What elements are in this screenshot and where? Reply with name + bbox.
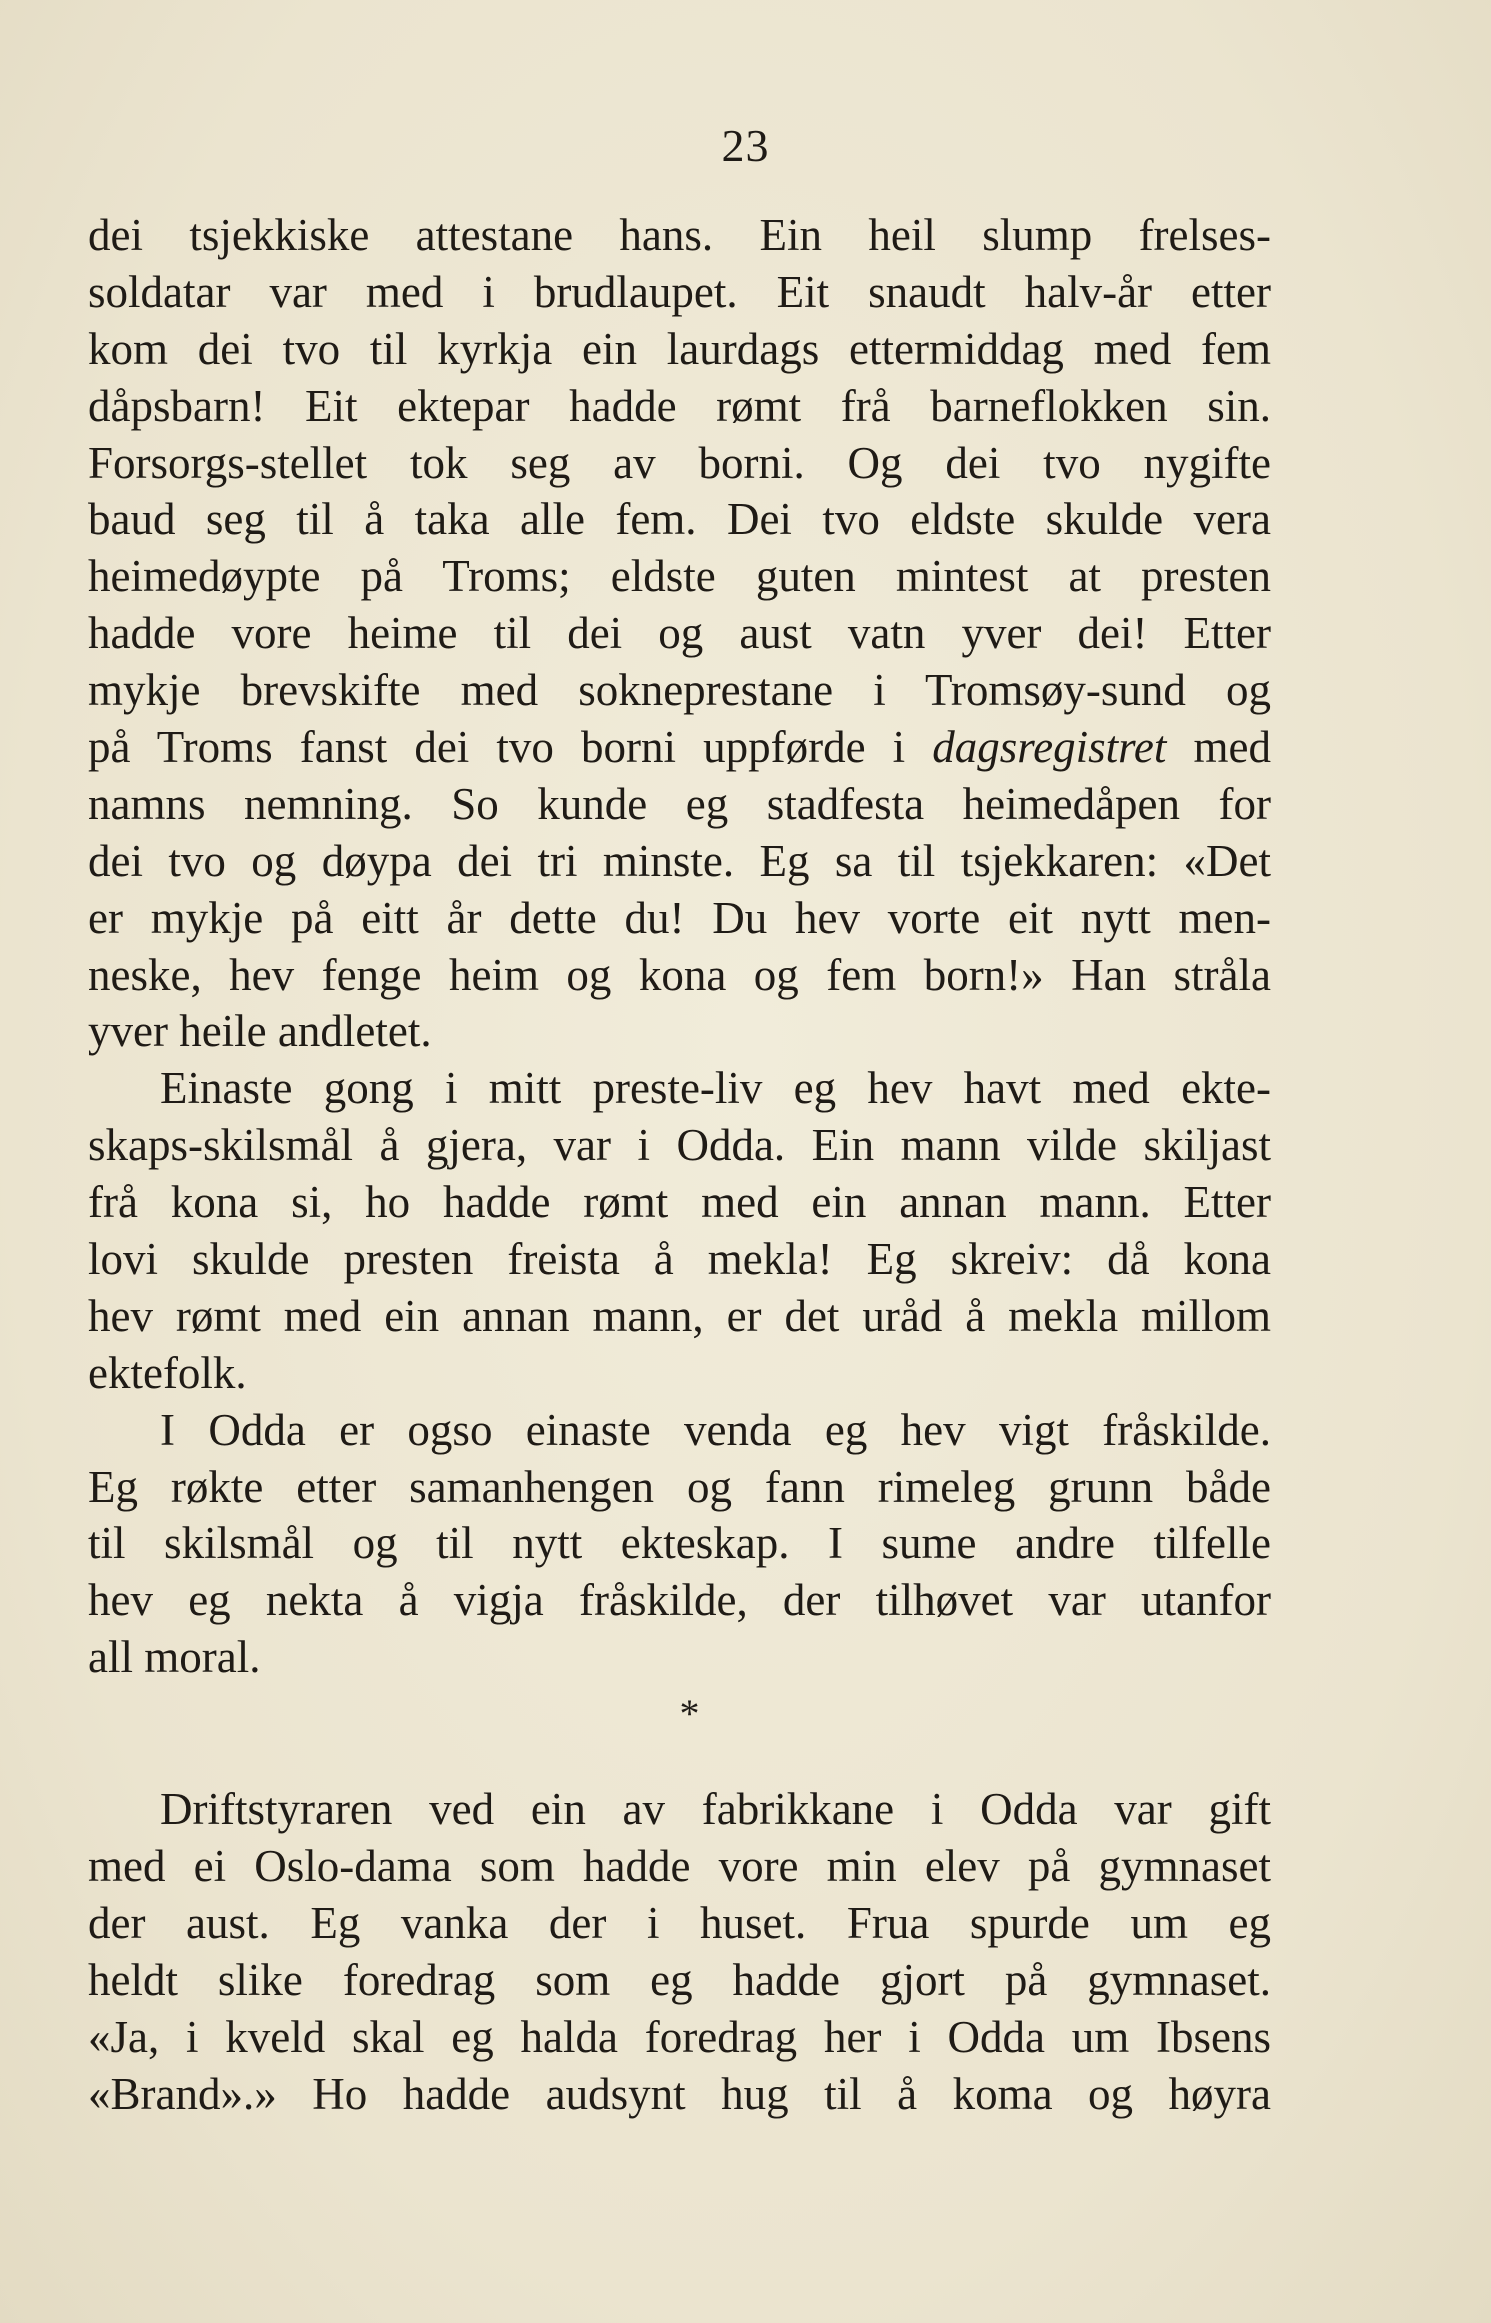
text-line: namns nemning. So kunde eg stadfesta heimedåpen for xyxy=(88,778,1271,829)
text-line: neske, hev fenge heim og kona og fem born!» Han stråla xyxy=(88,949,1271,1000)
text-line: hev eg nekta å vigja fråskilde, der tilhøvet var utanfor xyxy=(88,1575,1271,1626)
text-line: mykje brevskifte med sokneprestane i Tromsøy-sund og xyxy=(88,665,1271,716)
text-line: frå kona si, ho hadde rømt med ein annan mann. Etter xyxy=(88,1177,1271,1228)
text-line: all moral. xyxy=(88,1632,261,1683)
text-line: «Ja, i kveld skal eg halda foredrag her i Odda um Ibsens xyxy=(88,2011,1271,2062)
text-line: soldatar var med i brudlaupet. Eit snaudt halv-år etter xyxy=(88,266,1271,317)
text-line: dei tvo og døypa dei tri minste. Eg sa til tsjekkaren: «Det xyxy=(88,835,1271,886)
text-line: der aust. Eg vanka der i huset. Frua spurde um eg xyxy=(88,1897,1271,1948)
text-line: Driftstyraren ved ein av fabrikkane i Odda var gift xyxy=(160,1784,1271,1835)
page-number: 23 xyxy=(721,120,770,171)
text-line: Einaste gong i mitt preste-liv eg hev havt med ekte- xyxy=(160,1063,1271,1114)
section-separator: * xyxy=(679,1691,700,1737)
text-line: dåpsbarn! Eit ektepar hadde rømt frå barneflokken sin. xyxy=(88,380,1271,431)
text-line: Forsorgs-stellet tok seg av borni. Og dei tvo nygifte xyxy=(88,437,1271,488)
text-line: dei tsjekkiske attestane hans. Ein heil slump frelses- xyxy=(88,210,1271,260)
text-line: heldt slike foredrag som eg hadde gjort på gymnaset. xyxy=(88,1954,1271,2005)
text-line: ektefolk. xyxy=(88,1347,247,1398)
text-line: skaps-skilsmål å gjera, var i Odda. Ein mann vilde skiljast xyxy=(88,1120,1271,1171)
text-line: Eg røkte etter samanhengen og fann rimeleg grunn både xyxy=(88,1461,1271,1512)
text-line: hadde vore heime til dei og aust vatn yver dei! Etter xyxy=(88,608,1271,659)
text-segment: på Troms fanst dei tvo borni uppførde i xyxy=(88,722,933,773)
text-line: kom dei tvo til kyrkja ein laurdags ettermiddag med fem xyxy=(88,323,1271,374)
text-line: til skilsmål og til nytt ekteskap. I sume andre tilfelle xyxy=(88,1518,1271,1569)
text-line: heimedøypte på Troms; eldste guten mintest at presten xyxy=(88,551,1271,602)
text-line: er mykje på eitt år dette du! Du hev vorte eit nytt men- xyxy=(88,892,1271,943)
text-line: «Brand».» Ho hadde audsynt hug til å koma og høyra xyxy=(88,2068,1271,2119)
text-line: baud seg til å taka alle fem. Dei tvo eldste skulde vera xyxy=(88,494,1271,545)
body-text xyxy=(88,207,1271,2122)
italic-term: dagsregistret xyxy=(932,722,1167,773)
text-line: med ei Oslo-dama som hadde vore min elev på gymnaset xyxy=(88,1840,1271,1891)
section-gap xyxy=(88,1743,1271,1781)
text-line: yver heile andletet. xyxy=(88,1006,432,1057)
text-segment: med xyxy=(1166,722,1271,773)
text-line: hev rømt med ein annan mann, er det uråd å mekla millom xyxy=(88,1290,1271,1341)
text-line: lovi skulde presten freista å mekla! Eg skreiv: då kona xyxy=(88,1234,1271,1285)
text-line-with-italic xyxy=(88,719,1271,776)
text-line: I Odda er ogso einaste venda eg hev vigt fråskilde. xyxy=(160,1404,1271,1455)
